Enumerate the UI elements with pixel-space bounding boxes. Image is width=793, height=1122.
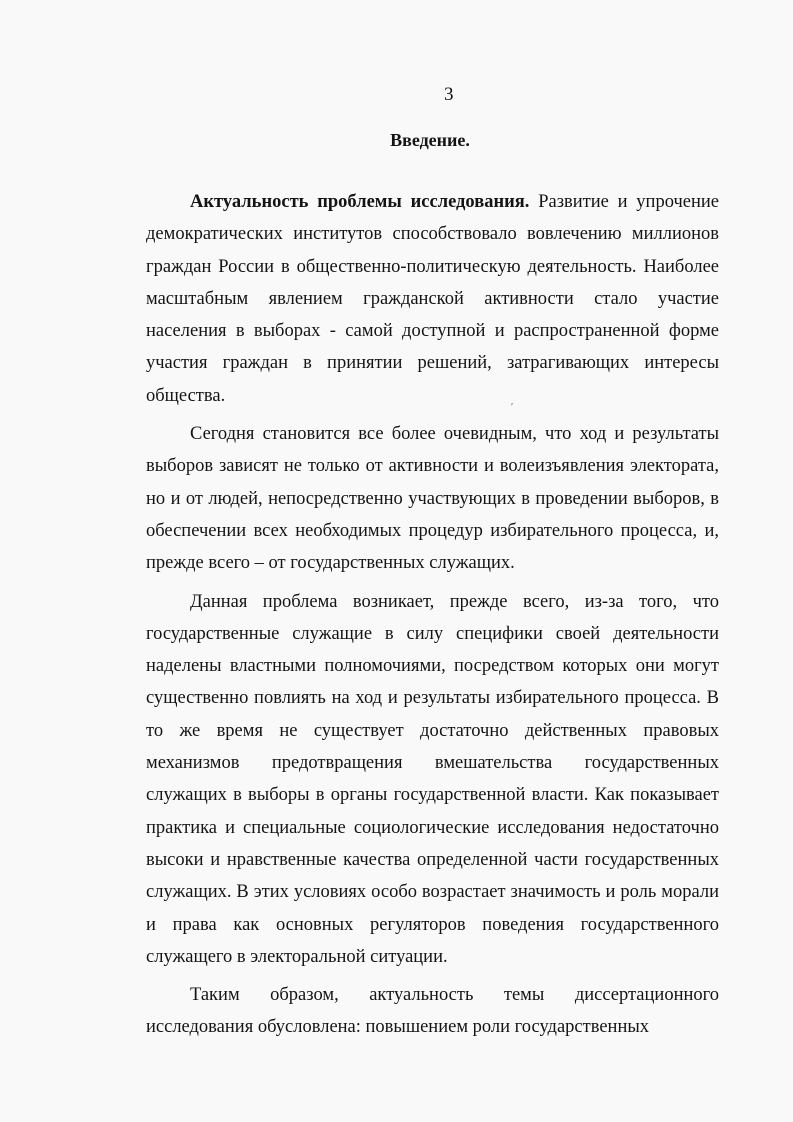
paragraph-text: Данная проблема возникает, прежде всего, из-за того, что государственные служащие в силу специфики своей деятельности наделены властными полномочиями, посредством которых они могут существенно повлиять на ход и результаты избирательного процесса. В то же время не существует достаточно действенных правовых механизмов предотвращения вмешательства государственных служащих в выборы в органы государственной власти. Как показывает практика и специальные социологические исследования недостаточно высоки и нравственные качества определенной части государственных служащих. В этих условиях особо возрастает значимость и роль морали и права как основных регуляторов поведения государственного служащего в электоральной ситуации. (146, 591, 719, 967)
paragraph-problem (146, 586, 719, 974)
paragraph-relevance (146, 186, 719, 412)
section-title: Введение. (390, 130, 470, 150)
paragraph-conclusion (146, 979, 719, 1044)
scan-artifact: ʹ (511, 402, 514, 413)
paragraph-elections (146, 418, 719, 579)
document-body (146, 186, 719, 1050)
paragraph-text: Развитие и упрочение демократических институтов способствовало вовлечению миллионов граждан России в общественно-политическую деятельность. Наиболее масштабным явлением гражданской активности стало участие населения в выборах - самой доступной и распространенной форме участия граждан в принятии решений, затрагивающих интересы общества. (146, 192, 719, 406)
paragraph-text: Сегодня становится все более очевидным, что ход и результаты выборов зависят не только от активности и волеизъявления электората, но и от людей, непосредственно участвующих в проведении выборов, в обеспечении всех необходимых процедур избирательного процесса, и, прежде всего – от государственных служащих. (146, 424, 719, 574)
paragraph-text: Таким образом, актуальность темы диссертационного исследования обусловлена: повышением роли государственных (146, 985, 719, 1038)
paragraph-lead: Актуальность проблемы исследования. (190, 192, 530, 212)
page-number: 3 (444, 84, 454, 105)
